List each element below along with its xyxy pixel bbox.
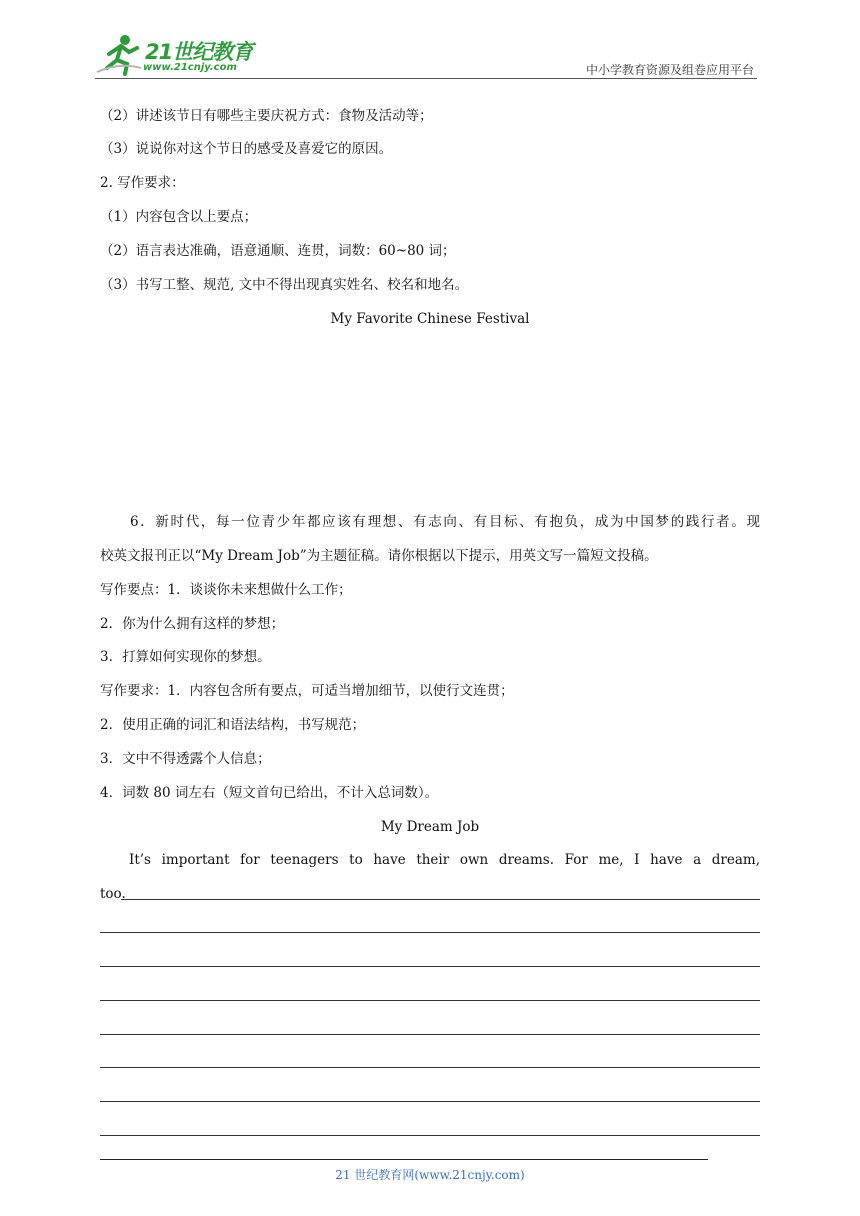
footer-divider — [100, 1159, 708, 1160]
writing-line[interactable] — [100, 966, 760, 967]
platform-name: 中小学教育资源及组卷应用平台 — [585, 63, 754, 77]
writing-line[interactable] — [100, 1067, 760, 1068]
writing-line[interactable] — [100, 1034, 760, 1035]
page-header — [95, 30, 757, 79]
logo-url: www.21cnjy.com — [143, 62, 237, 73]
logo-brand: 21世纪教育 — [145, 40, 253, 64]
footer-text[interactable]: 21 世纪教育网(www.21cnjy.com) — [335, 1168, 525, 1182]
q5-line: （3）说说你对这个节日的感受及喜爱它的原因。 — [100, 141, 393, 157]
writing-line[interactable] — [100, 1000, 760, 1001]
writing-line[interactable] — [100, 1101, 760, 1102]
q6-point: 2．你为什么拥有这样的梦想； — [100, 616, 285, 632]
q5-essay-title: My Favorite Chinese Festival — [330, 311, 530, 327]
q5-line: 2. 写作要求： — [100, 175, 185, 191]
q6-essay-title: My Dream Job — [380, 819, 480, 835]
q5-line: （3）书写工整、规范, 文中不得出现真实姓名、校名和地名。 — [100, 277, 469, 293]
q6-point: 3．打算如何实现你的梦想。 — [100, 649, 271, 665]
q5-line: （1）内容包含以上要点； — [100, 209, 258, 225]
q6-point: 写作要点：1．谈谈你未来想做什么工作； — [100, 582, 352, 598]
q6-point: 3．文中不得透露个人信息； — [100, 751, 271, 767]
q6-point: 2．使用正确的词汇和语法结构，书写规范； — [100, 717, 366, 733]
q5-line: （2）讲述该节日有哪些主要庆祝方式：食物及活动等； — [100, 108, 433, 124]
q6-point: 写作要求：1．内容包含所有要点，可适当增加细节，以使行文连贯； — [100, 683, 514, 699]
q6-first-sentence: It’s important for teenagers to have their own dreams. For me, I have a dream, — [129, 852, 760, 868]
q6-point: 4．词数 80 词左右（短文首句已给出，不计入总词数）。 — [100, 785, 439, 801]
q6-intro-line: 6．新时代，每一位青少年都应该有理想、有志向、有目标、有抱负，成为中国梦的践行者。现 — [130, 514, 760, 530]
writing-line[interactable] — [121, 899, 760, 900]
q5-line: （2）语言表达准确，语意通顺、连贯，词数：60~80 词； — [100, 243, 456, 259]
runner-logo-icon — [95, 32, 143, 76]
q6-too: too. — [100, 886, 126, 902]
writing-line[interactable] — [100, 932, 760, 933]
logo — [95, 32, 265, 76]
writing-line[interactable] — [100, 1135, 760, 1136]
q6-intro-line: 校英文报刊正以“My Dream Job”为主题征稿。请你根据以下提示，用英文写一篇短文投稿。 — [100, 548, 658, 564]
